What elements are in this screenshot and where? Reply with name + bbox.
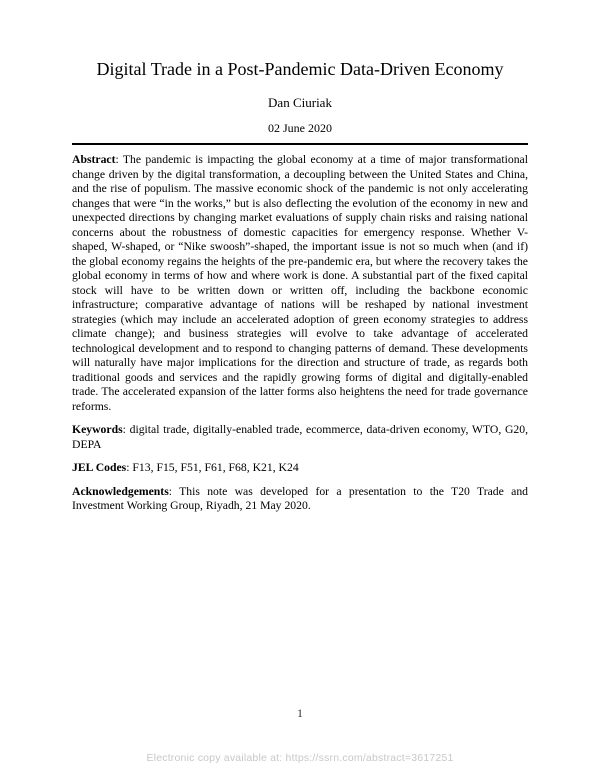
- abstract-label: Abstract: [72, 153, 116, 166]
- paper-date: 02 June 2020: [268, 121, 332, 135]
- jel-codes-colon: :: [126, 461, 130, 474]
- keywords-text: digital trade, digitally-enabled trade, ecommerce, data-driven economy, WTO, G20, DEPA: [72, 423, 528, 451]
- abstract-paragraph: [72, 153, 528, 414]
- keywords-label: Keywords: [72, 423, 123, 436]
- paper-title: Digital Trade in a Post-Pandemic Data-Driven Economy: [96, 59, 504, 79]
- abstract-text: The pandemic is impacting the global economy at a time of major transformational change driven by the digital transformation, a decoupling between the United States and China, and the rise of populism. The massive economic shock of the pandemic is not only accelerating changes that were “in the works,” but is also deflecting the evolution of the economy in new and unexpected directions by changing market evaluations of supply chain risks and raising national concerns about the robustness of domestic capacities for emergency response. Whether V-shaped, W-shaped, or “Nike swoosh”-shaped, the important issue is not so much when (and if) the global economy regains the heights of the pre-pandemic era, but where the recovery takes the global economy in terms of how and where work is done. A substantial part of the fixed capital stock will have to be written down or written off, including the backbone economic infrastructure; comparative advantage of nations will be reshaped by national investment strategies (which may include an accelerated adoption of green economy strategies to address climate change); and business strategies will evolve to take advantage of accelerated technological development and to respond to changing patterns of demand. These developments will naturally have major implications for the direction and structure of trade, as regards both traditional goods and services and the rapidly growing forms of digital and digitally-enabled trade. The accelerated expansion of the latter forms also heightens the need for trade governance reforms.: [72, 153, 528, 413]
- page-number: 1: [297, 706, 303, 720]
- keywords-colon: :: [122, 423, 126, 436]
- acknowledgements-label: Acknowledgements: [72, 484, 169, 498]
- acknowledgements-paragraph: [72, 485, 528, 514]
- title-divider: [72, 143, 528, 145]
- jel-codes-label: JEL Codes: [72, 461, 127, 474]
- ssrn-watermark: Electronic copy available at: https://ssrn.com/abstract=3617251: [146, 752, 454, 764]
- abstract-colon: :: [115, 153, 119, 166]
- acknowledgements-text: This note was developed for a presentation to the T20 Trade and Investment Working Group, Riyadh, 21 May 2020.: [72, 484, 529, 512]
- author-name: Dan Ciuriak: [268, 95, 332, 110]
- jel-codes-text: F13, F15, F51, F61, F68, K21, K24: [132, 461, 299, 474]
- acknowledgements-colon: :: [168, 484, 172, 498]
- jel-codes-paragraph: [72, 461, 528, 476]
- keywords-paragraph: [72, 423, 528, 452]
